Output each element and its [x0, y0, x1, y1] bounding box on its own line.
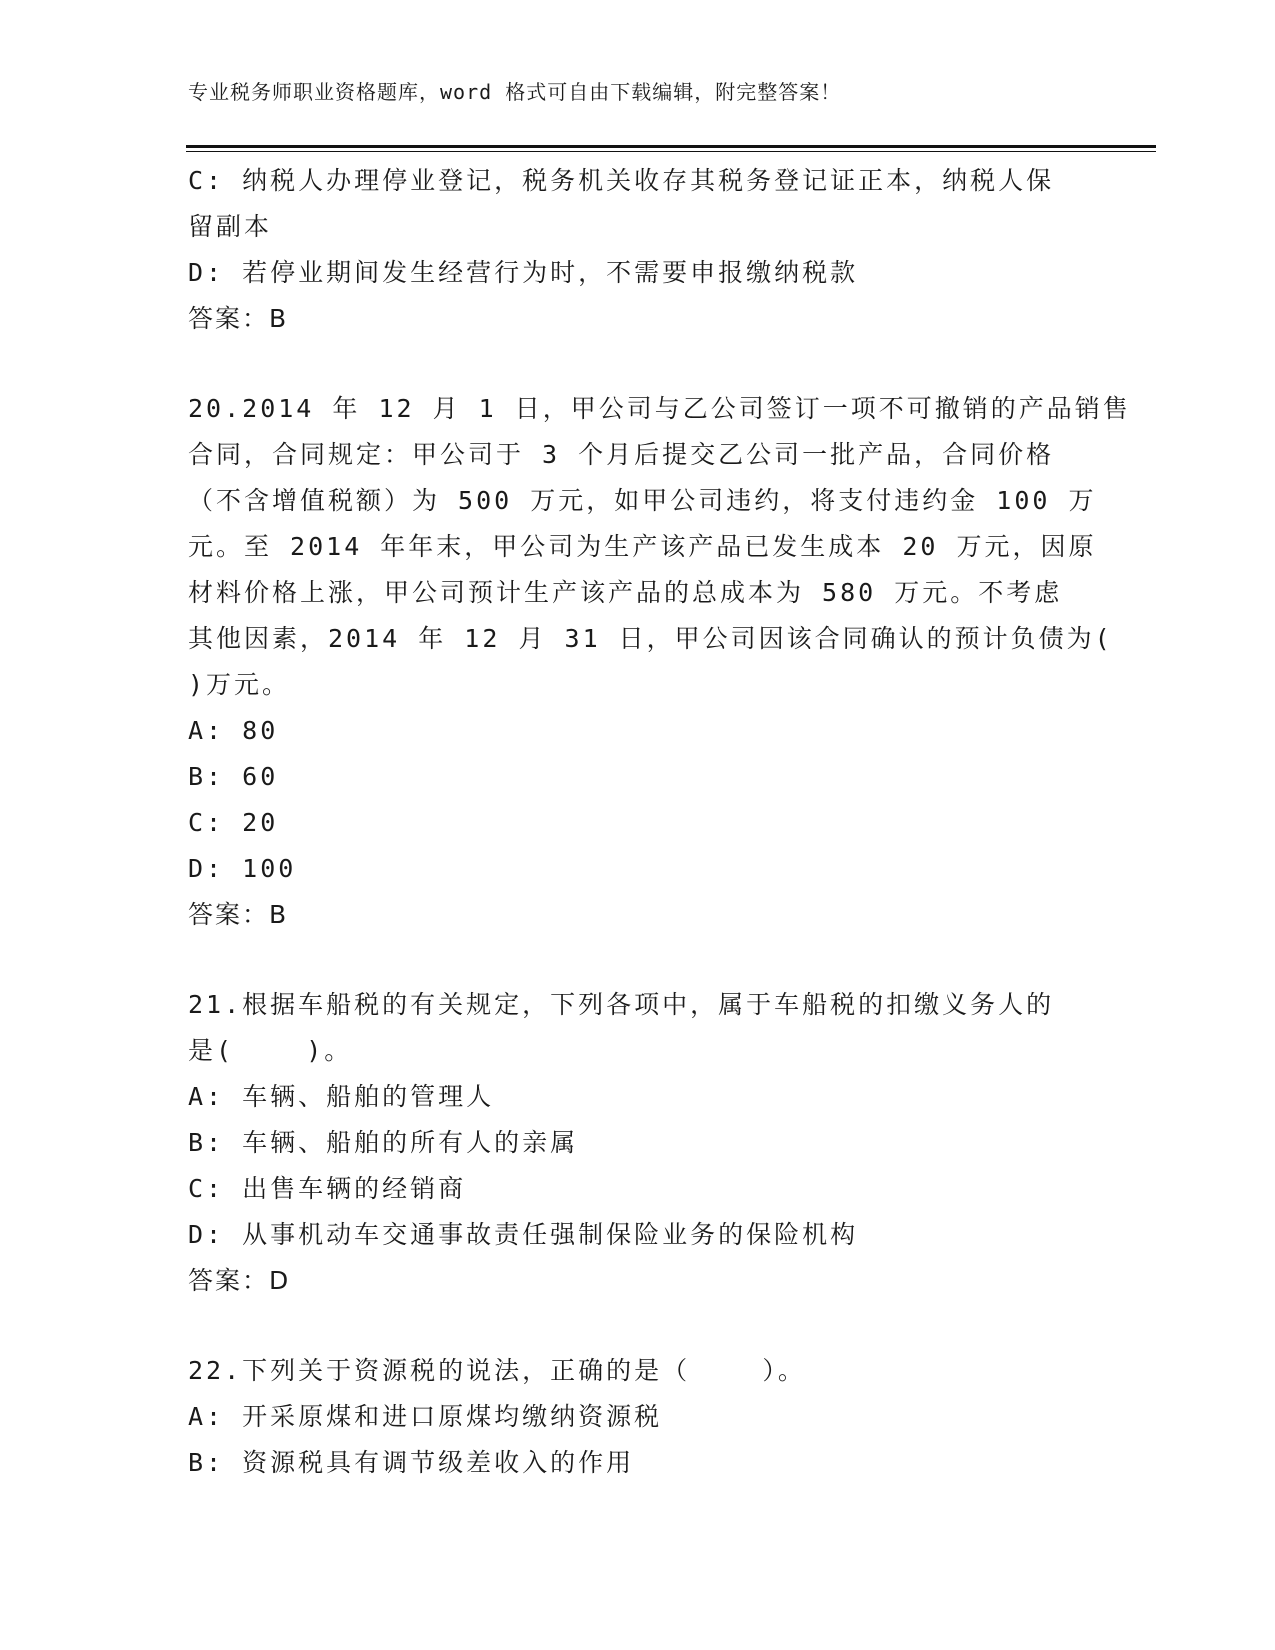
answer-line: 答案：D: [188, 1266, 291, 1295]
question-line: 是( )。: [188, 1036, 353, 1065]
question-line: 21.根据车船税的有关规定，下列各项中，属于车船税的扣缴义务人的: [188, 990, 1055, 1019]
question-line: 元。至 2014 年年末，甲公司为生产该产品已发生成本 20 万元，因原: [188, 532, 1097, 561]
question-line: C: 20: [188, 808, 279, 837]
question-line: A: 开采原煤和进口原煤均缴纳资源税: [188, 1402, 663, 1431]
page-header: 专业税务师职业资格题库，word 格式可自由下载编辑，附完整答案！: [188, 80, 842, 104]
answer-line: 答案：B: [188, 900, 289, 929]
section-gap: [188, 938, 1088, 982]
question-line: 其他因素，2014 年 12 月 31 日，甲公司因该合同确认的预计负债为(: [188, 624, 1113, 653]
question-line: 材料价格上涨，甲公司预计生产该产品的总成本为 580 万元。不考虑: [188, 578, 1063, 607]
header-rule-thin: [186, 151, 1156, 152]
question-line: D: 从事机动车交通事故责任强制保险业务的保险机构: [188, 1220, 859, 1249]
question-block: [188, 982, 1088, 1304]
question-line: A: 80: [188, 716, 279, 745]
question-line: 合同，合同规定：甲公司于 3 个月后提交乙公司一批产品，合同价格: [188, 440, 1055, 469]
answer-line: 答案：B: [188, 304, 289, 333]
section-gap: [188, 1304, 1088, 1348]
question-line: 20.2014 年 12 月 1 日，甲公司与乙公司签订一项不可撤销的产品销售: [188, 394, 1131, 423]
question-line: 留副本: [188, 212, 273, 241]
document-body: [188, 158, 1131, 1486]
question-block: [188, 386, 1131, 938]
question-line: B: 车辆、船舶的所有人的亲属: [188, 1128, 579, 1157]
question-line: A: 车辆、船舶的管理人: [188, 1082, 495, 1111]
question-block: [188, 1348, 1088, 1486]
header-rule-thick: [186, 145, 1156, 148]
question-line: C: 出售车辆的经销商: [188, 1174, 467, 1203]
question-line: D: 若停业期间发生经营行为时，不需要申报缴纳税款: [188, 258, 859, 287]
question-line: )万元。: [188, 670, 291, 699]
question-line: C: 纳税人办理停业登记，税务机关收存其税务登记证正本，纳税人保: [188, 166, 1055, 195]
question-line: D: 100: [188, 854, 297, 883]
question-line: （不含增值税额）为 500 万元，如甲公司违约，将支付违约金 100 万: [188, 486, 1097, 515]
question-line: 22.下列关于资源税的说法，正确的是（ ）。: [188, 1356, 806, 1385]
question-block: [188, 158, 1088, 342]
section-gap: [188, 342, 1088, 386]
question-line: B: 60: [188, 762, 279, 791]
question-line: B: 资源税具有调节级差收入的作用: [188, 1448, 635, 1477]
